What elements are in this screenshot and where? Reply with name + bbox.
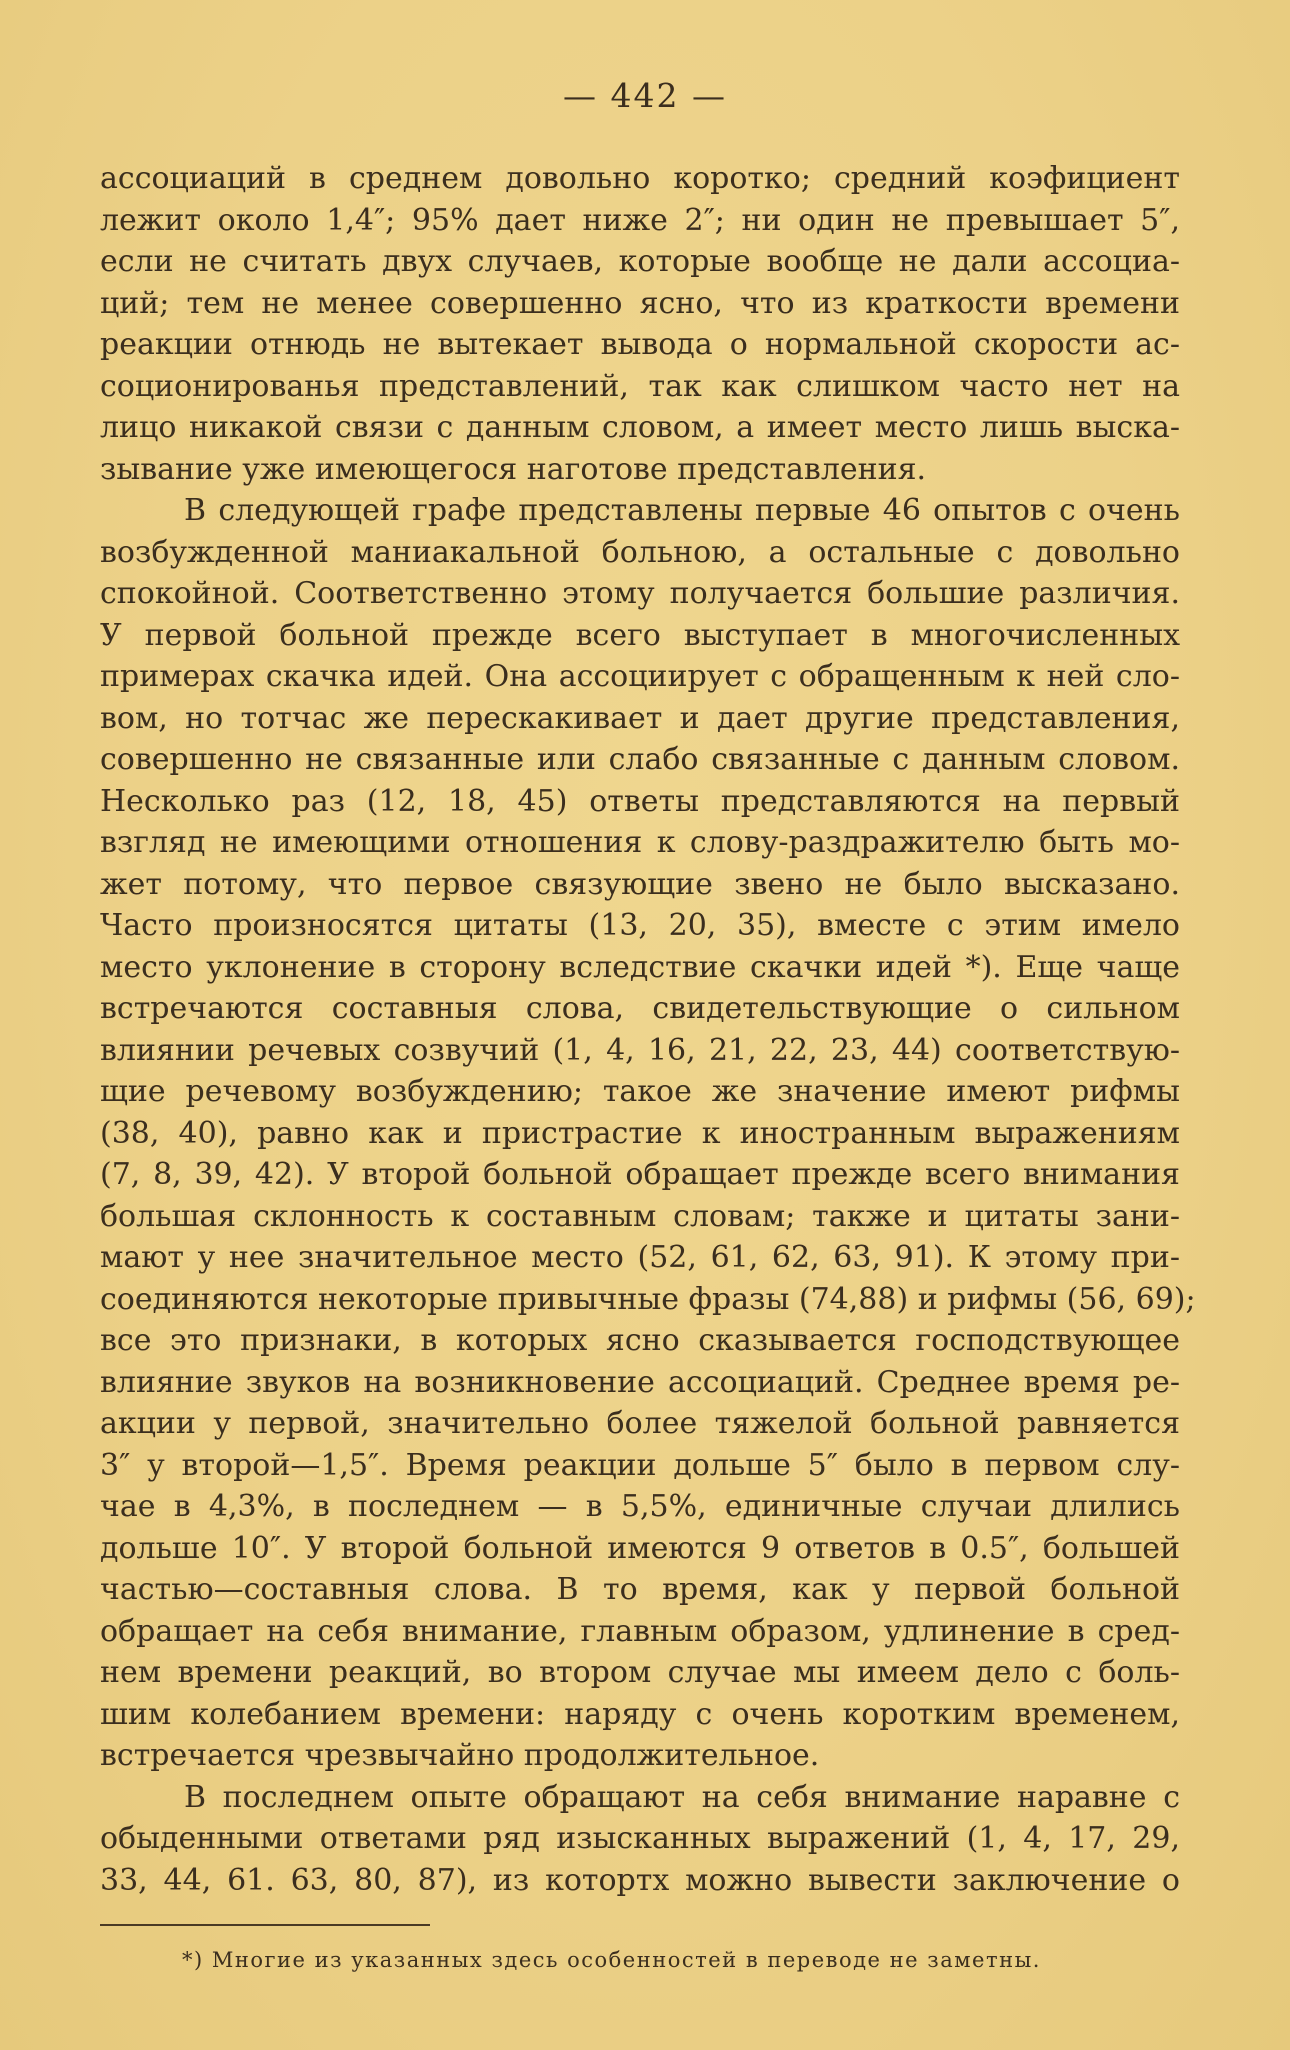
text-line: лицо никакой связи с данным словом, а имеет место лишь выска- [100,410,1180,445]
footnote-divider [100,1924,430,1926]
text-line: если не считать двух случаев, которые вообще не дали ассоциа- [100,244,1180,279]
text-line: ассоциаций в среднем довольно коротко; средний коэфициент [100,161,1180,196]
text-line: чае в 4,3%, в последнем — в 5,5%, единичные случаи длились [100,1489,1180,1524]
text-line: акции у первой, значительно более тяжелой больной равняется [100,1406,1180,1441]
text-line: Часто произносятся цитаты (13, 20, 35), вместе с этим имело [100,908,1180,943]
text-line: частью—составныя слова. В то время, как у первой больной [100,1572,1180,1607]
paragraph-start-line: В последнем опыте обращают на себя внимание наравне с [184,1779,1180,1815]
text-line: влияние звуков на возникновение ассоциаций. Среднее время ре- [100,1364,1180,1400]
text-line: мают у нее значительное место (52, 61, 62, 63, 91). К этому при- [100,1240,1180,1275]
text-line: реакции отнюдь не вытекает вывода о нормальной скорости ас- [100,327,1180,362]
text-line: вом, но тотчас же перескакивает и дает другие представления, [100,700,1180,736]
text-line: соционированья представлений, так как слишком часто нет на [100,368,1180,404]
text-line: лежит около 1,4″; 95% дает ниже 2″; ни один не превышает 5″, [100,202,1180,238]
text-line: Несколько раз (12, 18, 45) ответы представляются на первый [100,783,1180,819]
page-number: — 442 — [563,76,727,115]
text-line: 3″ у второй—1,5″. Время реакции дольше 5″ было в первом слу- [100,1447,1180,1483]
text-line: возбужденной маниакальной больною, а остальные с довольно [100,534,1180,570]
text-line: соединяются некоторые привычные фразы (74,88) и рифмы (56, 69); [100,1281,1196,1317]
text-line: дольше 10″. У второй больной имеются 9 ответов в 0.5″, большей [100,1530,1180,1566]
text-line: жет потому, что первое связующие звено не было высказано. [100,866,1180,902]
text-line: (38, 40), равно как и пристрастие к иностранным выражениям [100,1115,1180,1151]
text-line: (7, 8, 39, 42). У второй больной обращает прежде всего внимания [100,1157,1180,1192]
text-line: совершенно не связанные или слабо связанные с данным словом. [100,742,1180,777]
text-line: обращает на себя внимание, главным образом, удлинение в сред- [100,1613,1180,1649]
text-line: большая склонность к составным словам; также и цитаты зани- [100,1198,1180,1234]
text-line: встречаются составныя слова, свидетельствующие о сильном [100,991,1180,1026]
text-line: шим колебанием времени: наряду с очень коротким временем, [100,1696,1180,1732]
text-line: 33, 44, 61. 63, 80, 87), из котортх можно вывести заключение о [100,1862,1180,1898]
text-line: встречается чрезвычайно продолжительное. [100,1738,820,1773]
text-line: обыденными ответами ряд изысканных выражений (1, 4, 17, 29, [100,1821,1180,1856]
text-line: У первой больной прежде всего выступает в многочисленных [100,617,1180,653]
text-line: взгляд не имеющими отношения к слову-раздражителю быть мо- [100,825,1180,860]
body-text [100,158,1196,1901]
text-line: ций; тем не менее совершенно ясно, что из краткости времени [100,285,1180,321]
paragraph-start-line: В следующей графе представлены первые 46 опытов с очень [184,493,1180,528]
text-line: щие речевому возбуждению; такое же значение имеют рифмы [100,1074,1180,1109]
text-line: зывание уже имеющегося наготове представления. [100,451,927,487]
text-line: влиянии речевых созвучий (1, 4, 16, 21, 22, 23, 44) соответствую- [100,1032,1180,1068]
text-line: спокойной. Соответственно этому получается большие различия. [100,576,1180,611]
text-line: место уклонение в сторону вследствие скачки идей *). Еще чаще [100,949,1180,985]
footnote: *) Многие из указанных здесь особенностей в переводе не заметны. [182,1948,1041,1972]
text-line: все это признаки, в которых ясно сказывается господствующее [100,1323,1180,1358]
text-line: нем времени реакций, во втором случае мы имеем дело с боль- [100,1655,1180,1690]
text-line: примерах скачка идей. Она ассоциирует с обращенным к ней сло- [100,659,1180,694]
